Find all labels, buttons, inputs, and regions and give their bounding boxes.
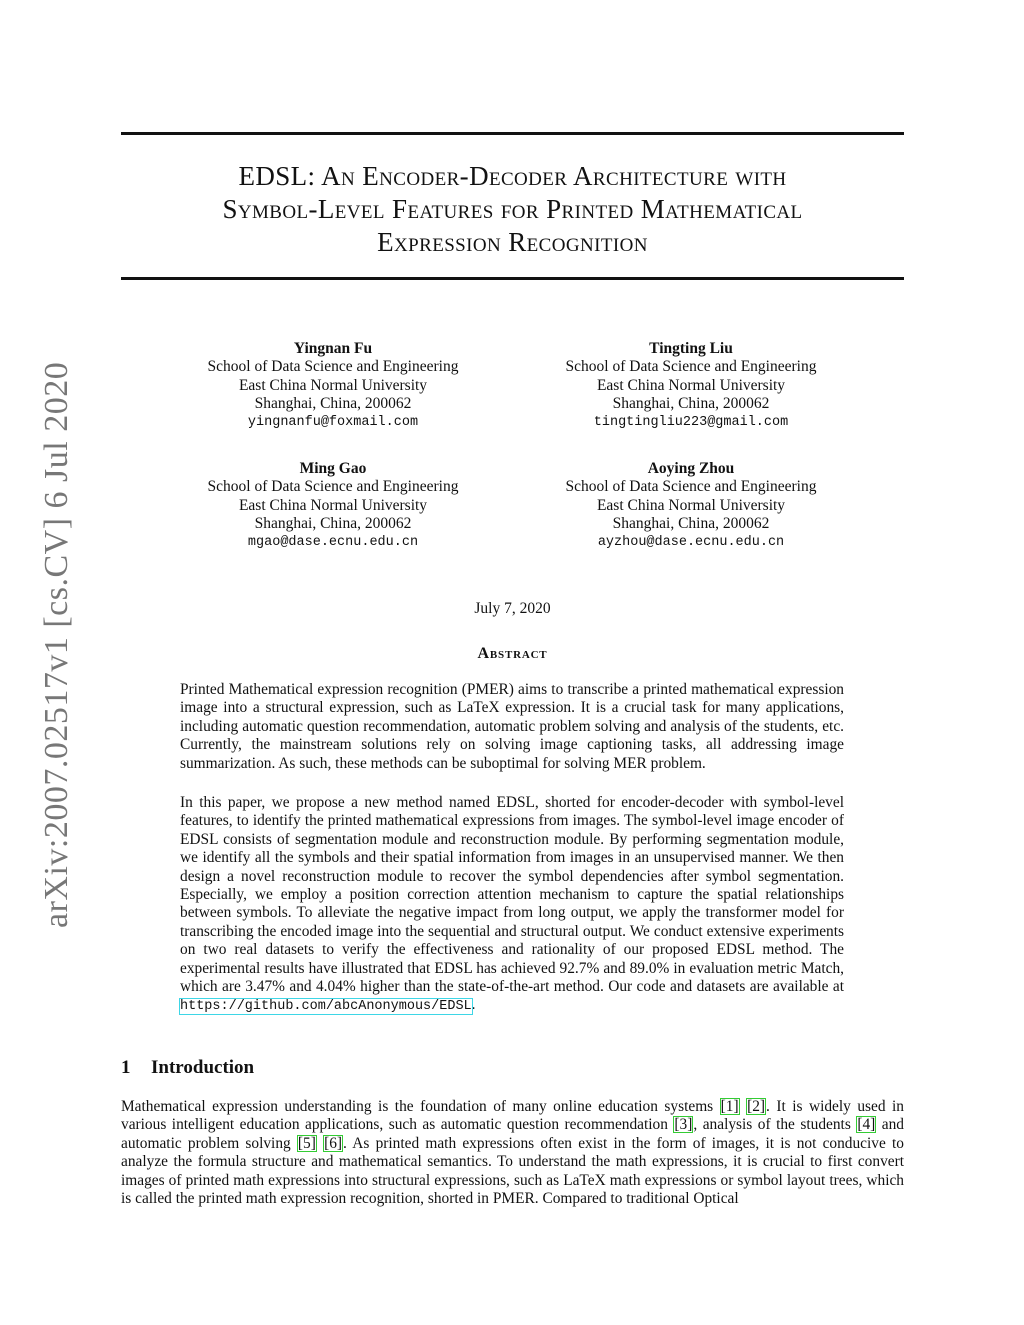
citation-link[interactable]: [6] (324, 1134, 343, 1152)
author-university: East China Normal University (238, 376, 428, 394)
intro-text: , analysis of the students (693, 1116, 857, 1134)
section-title: Introduction (151, 1057, 255, 1078)
author-department: School of Data Science and Engineering (565, 478, 817, 496)
author-block-aoying-zhou (521, 460, 861, 552)
author-city: Shanghai, China, 200062 (612, 395, 770, 413)
title-line-1: EDSL: An Encoder-Decoder Architecture with (238, 161, 787, 191)
introduction-paragraph (121, 1098, 904, 1208)
author-university: East China Normal University (238, 496, 428, 514)
abstract-paragraph-2-end: . (471, 996, 476, 1014)
author-name: Aoying Zhou (647, 460, 735, 477)
abstract-paragraph-1: Printed Mathematical expression recognition (PMER) aims to transcribe a printed mathematical expression image into a structural expression, such as LaTeX expression. It is a crucial task for many applications, including automatic question recommendation, automatic problem solving and analysis of the students, etc. Currently, the mainstream solutions rely on solving image captioning tasks, all addressing image summarization. As such, these methods can be suboptimal for solving MER problem. (180, 681, 844, 772)
intro-text: . As printed math expressions often exist in the form of images, it is not conducive to analyze the formula structure and mathematical semantics. To understand the math expressions, it is crucial to first convert images of printed math expressions into structural expressions, such as LaTeX math expressions or symbol layout trees, which is called the printed math expression recognition, shorted in PMER. Compared to traditional Optical (121, 1134, 904, 1208)
author-block-tingting-liu (521, 340, 861, 432)
author-city: Shanghai, China, 200062 (254, 395, 412, 413)
citation-link[interactable]: [4] (857, 1116, 876, 1134)
author-city: Shanghai, China, 200062 (254, 515, 412, 533)
author-university: East China Normal University (596, 496, 786, 514)
arxiv-identifier-stamp: arXiv:2007.02517v1 [cs.CV] 6 Jul 2020 (38, 361, 75, 928)
abstract-paragraph-2-text: In this paper, we propose a new method named EDSL, shorted for encoder-decoder with symbol-level features, to identify the printed mathematical expressions from images. The symbol-level image encoder of EDSL consists of segmentation module and reconstruction module. By performing segmentation module, we identify all the symbols and their spatial information from images in an unsupervised manner. We then design a novel reconstruction module to recover the symbol dependencies after symbol segmentation. Especially, we employ a position correction attention mechanism to capture the spatial relationships between symbols. To alleviate the negative impact from long output, we apply the transformer model for transcribing the encoded image into the sequential and structural output. We conduct extensive experiments on two real datasets to verify the effectiveness and rationality of our proposed EDSL method. The experimental results have illustrated that EDSL has achieved 92.7% and 89.0% in evaluation metric Match, which are 3.47% and 4.04% higher than the state-of-the-art method. Our code and datasets are available at (180, 794, 844, 996)
author-name: Tingting Liu (649, 340, 733, 357)
citation-link[interactable]: [5] (297, 1134, 316, 1152)
author-email[interactable]: yingnanfu@foxmail.com (247, 414, 419, 430)
intro-text: . It is widely used in various intelligent education applications, such as automatic question recommendation (121, 1098, 904, 1134)
citation-link[interactable]: [2] (747, 1098, 766, 1115)
author-email[interactable]: mgao@dase.ecnu.edu.cn (247, 534, 419, 550)
author-department: School of Data Science and Engineering (207, 478, 459, 496)
citation-link[interactable]: [1] (720, 1098, 739, 1115)
author-name: Yingnan Fu (293, 340, 373, 357)
author-university: East China Normal University (596, 376, 786, 394)
section-number: 1 (121, 1057, 131, 1078)
abstract-heading: Abstract (477, 645, 548, 662)
author-block-ming-gao (163, 460, 503, 552)
author-email[interactable]: ayzhou@dase.ecnu.edu.cn (597, 534, 785, 550)
author-name: Ming Gao (299, 460, 367, 477)
citation-link[interactable]: [3] (674, 1116, 693, 1134)
author-department: School of Data Science and Engineering (207, 358, 459, 376)
author-block-yingnan-fu (163, 340, 503, 432)
intro-text: and automatic problem solving (121, 1116, 904, 1152)
paper-title (121, 160, 904, 259)
title-line-3: Expression Recognition (377, 227, 648, 257)
publication-date: July 7, 2020 (474, 600, 551, 617)
code-repository-link[interactable]: https://github.com/abcAnonymous/EDSL (180, 999, 472, 1015)
title-line-2: Symbol-Level Features for Printed Mathematical (222, 194, 803, 224)
abstract-paragraph-2 (180, 794, 844, 1017)
author-city: Shanghai, China, 200062 (612, 515, 770, 533)
author-email[interactable]: tingtingliu223@gmail.com (593, 414, 789, 430)
title-rule-top (121, 132, 904, 135)
intro-text: Mathematical expression understanding is the foundation of many online education systems (121, 1098, 720, 1115)
author-department: School of Data Science and Engineering (565, 358, 817, 376)
section-heading-introduction (121, 1057, 254, 1079)
title-rule-bottom (121, 277, 904, 280)
